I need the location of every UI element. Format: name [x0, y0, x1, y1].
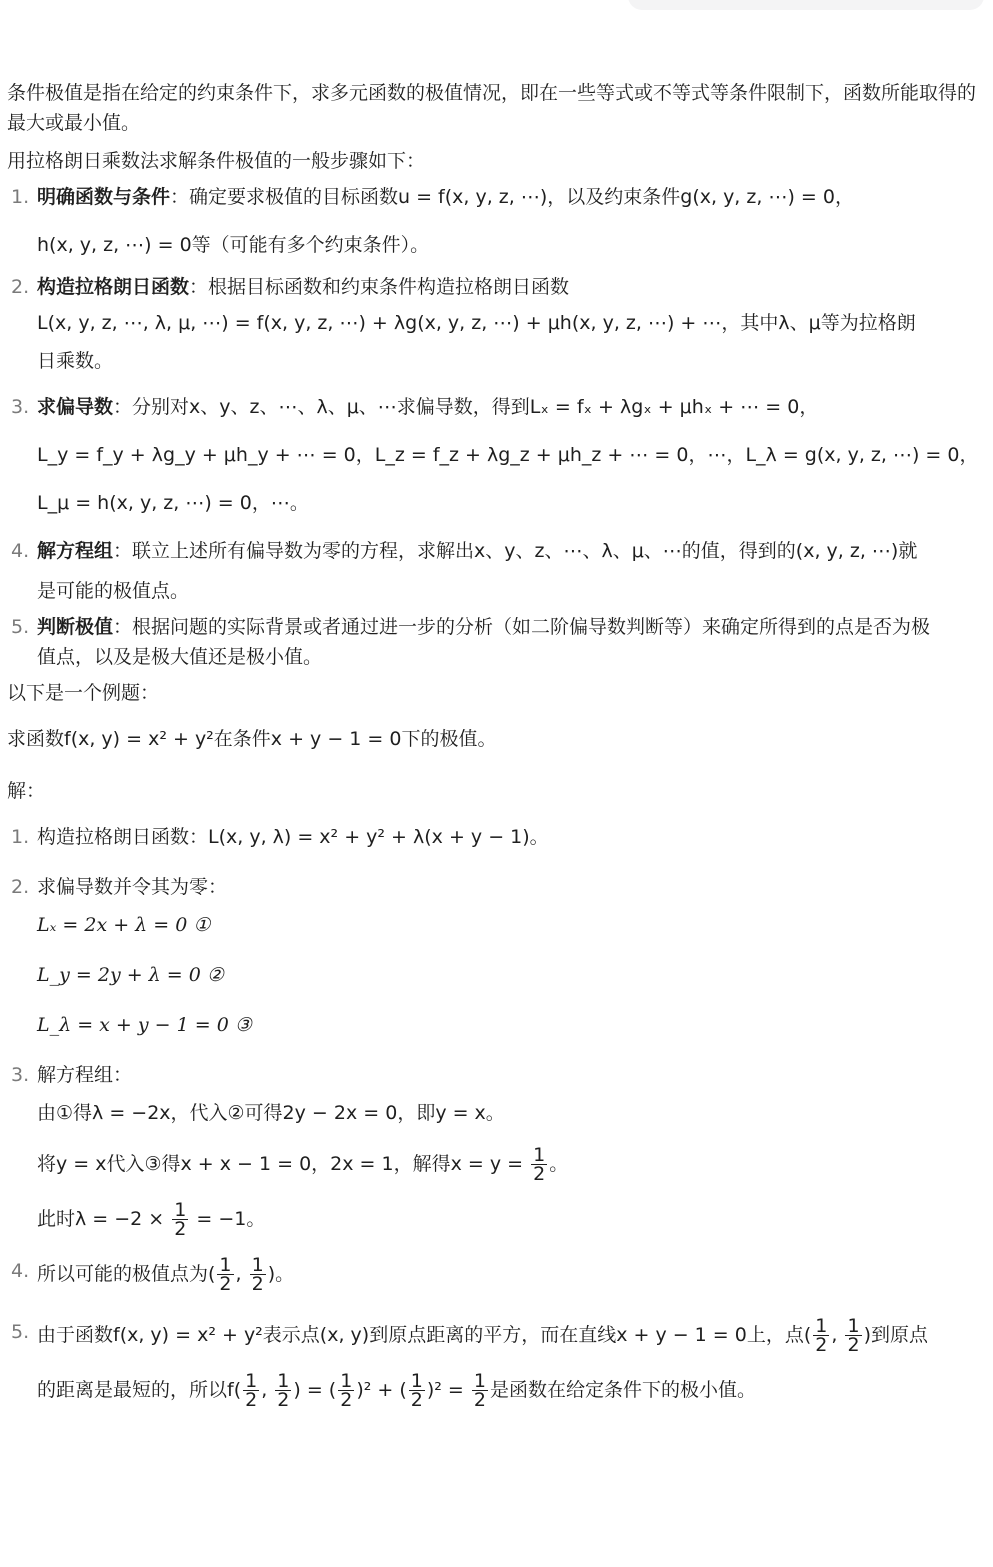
- equation-3: L_λ = x + y − 1 = 0 ③: [37, 1014, 252, 1036]
- step-number: 1.: [11, 826, 30, 848]
- solution-step-5: [7, 1317, 989, 1409]
- step-text: ：根据问题的实际背景或者通过进一步的分析（如二阶偏导数判断等）来确定所得到的点是否为极: [113, 616, 931, 638]
- step-number: 4.: [11, 1260, 30, 1282]
- solution-steps-list: [7, 822, 989, 1409]
- step-number: 1.: [11, 186, 30, 208]
- step-number: 2.: [11, 276, 30, 298]
- solve-line-1: 由①得λ = −2x，代入②可得2y − 2x = 0，即y = x。: [37, 1102, 505, 1124]
- step-number: 3.: [11, 1064, 30, 1086]
- step-number: 5.: [11, 616, 30, 638]
- method-steps-list: [7, 182, 989, 672]
- step-text: 日乘数。: [37, 350, 114, 372]
- fraction-one-half: $\frac{1}{2}$: [251, 1254, 264, 1295]
- step-text: h(x, y, z, ⋯) = 0等（可能有多个约束条件）。: [37, 234, 430, 256]
- step-number: 2.: [11, 876, 30, 898]
- step-text: 解方程组：: [37, 1064, 133, 1086]
- step-text: ：根据目标函数和约束条件构造拉格朗日函数: [189, 276, 570, 298]
- equation-1: Lₓ = 2x + λ = 0 ①: [37, 914, 211, 936]
- method-step-3: [7, 392, 989, 518]
- step-title: 构造拉格朗日函数: [37, 276, 190, 298]
- step-title: 判断极值: [37, 616, 114, 638]
- conclusion-line-1: 由于函数f(x, y) = x² + y²表示点(x, y)到原点距离的平方，而在直线x + y − 1 = 0上，点( $\frac{1}{2}$ , $\frac{1}{2}$ )到原点: [37, 1315, 928, 1356]
- solution-step-3: [7, 1060, 989, 1238]
- solve-line-3: 此时λ = −2 × $\frac{1}{2}$ = −1。: [37, 1199, 266, 1240]
- fraction-one-half: $\frac{1}{2}$: [174, 1199, 187, 1240]
- method-step-5: [7, 612, 989, 672]
- step-number: 5.: [11, 1321, 30, 1343]
- example-heading: 以下是一个例题：: [7, 682, 160, 704]
- equation-2: L_y = 2y + λ = 0 ②: [37, 964, 224, 986]
- step-text: 求偏导数并令其为零：: [37, 876, 228, 898]
- solve-line-2: 将y = x代入③得x + x − 1 = 0，2x = 1，解得x = y = $\frac{1}{2}$ 。: [37, 1144, 569, 1185]
- method-step-1: [7, 182, 989, 260]
- top-input-bar[interactable]: [628, 0, 984, 10]
- solution-step-2: [7, 872, 989, 1040]
- method-heading: 用拉格朗日乘数法求解条件极值的一般步骤如下：: [7, 150, 426, 172]
- fraction-one-half: $\frac{1}{2}$: [533, 1144, 546, 1185]
- solution-step-4: 4. 所以可能的极值点为( $\frac{1}{2}$ , $\frac{1}{2}$ )。: [7, 1256, 989, 1293]
- solution-label: 解：: [7, 780, 46, 802]
- step-text: ：分别对x、y、z、⋯、λ、μ、⋯求偏导数，得到Lₓ = fₓ + λgₓ + μhₓ + ⋯ = 0，: [113, 396, 819, 418]
- step-text: ：确定要求极值的目标函数u = f(x, y, z, ⋯)，以及约束条件g(x, y, z, ⋯) = 0，: [170, 186, 854, 208]
- step-text: ：联立上述所有偏导数为零的方程，求解出x、y、z、⋯、λ、μ、⋯的值，得到的(x, y, z, ⋯)就: [113, 540, 918, 562]
- step-text: L_y = f_y + λg_y + μh_y + ⋯ = 0，L_z = f_z + λg_z + μh_z + ⋯ = 0，⋯，L_λ = g(x, y, z, ⋯) = 0，: [37, 444, 979, 466]
- step-text: L(x, y, z, ⋯, λ, μ, ⋯) = f(x, y, z, ⋯) + λg(x, y, z, ⋯) + μh(x, y, z, ⋯) + ⋯，其中λ、μ等为拉格朗: [37, 312, 916, 334]
- step-title: 解方程组: [37, 540, 114, 562]
- step-title: 求偏导数: [37, 396, 114, 418]
- definition-paragraph: 条件极值是指在给定的约束条件下，求多元函数的极值情况，即在一些等式或不等式等条件限制下，函数所能取得的最大或最小值。: [7, 82, 977, 134]
- answer-content: [7, 78, 989, 1409]
- step-text: 构造拉格朗日函数：L(x, y, λ) = x² + y² + λ(x + y − 1)。: [37, 826, 549, 848]
- step-text: 值点，以及是极大值还是极小值。: [37, 646, 323, 668]
- example-problem: 求函数f(x, y) = x² + y²在条件x + y − 1 = 0下的极值。: [7, 728, 497, 750]
- solution-step-1: [7, 822, 989, 852]
- conclusion-line-2: 的距离是最短的，所以f( $\frac{1}{2}$ , $\frac{1}{2}$ ) = ( $\frac{1}{2}$ )² + ( $\frac{1}{2}$ )² = $\frac{1}{2}$ 是函数在给定条件下的极小值。: [37, 1370, 756, 1411]
- step-title: 明确函数与条件: [37, 186, 171, 208]
- step-text: 是可能的极值点。: [37, 580, 190, 602]
- method-step-2: [7, 272, 989, 376]
- step-text: L_μ = h(x, y, z, ⋯) = 0，⋯。: [37, 492, 309, 514]
- method-step-4: [7, 536, 989, 606]
- step-number: 4.: [11, 540, 30, 562]
- fraction-one-half: $\frac{1}{2}$: [219, 1254, 232, 1295]
- step-number: 3.: [11, 396, 30, 418]
